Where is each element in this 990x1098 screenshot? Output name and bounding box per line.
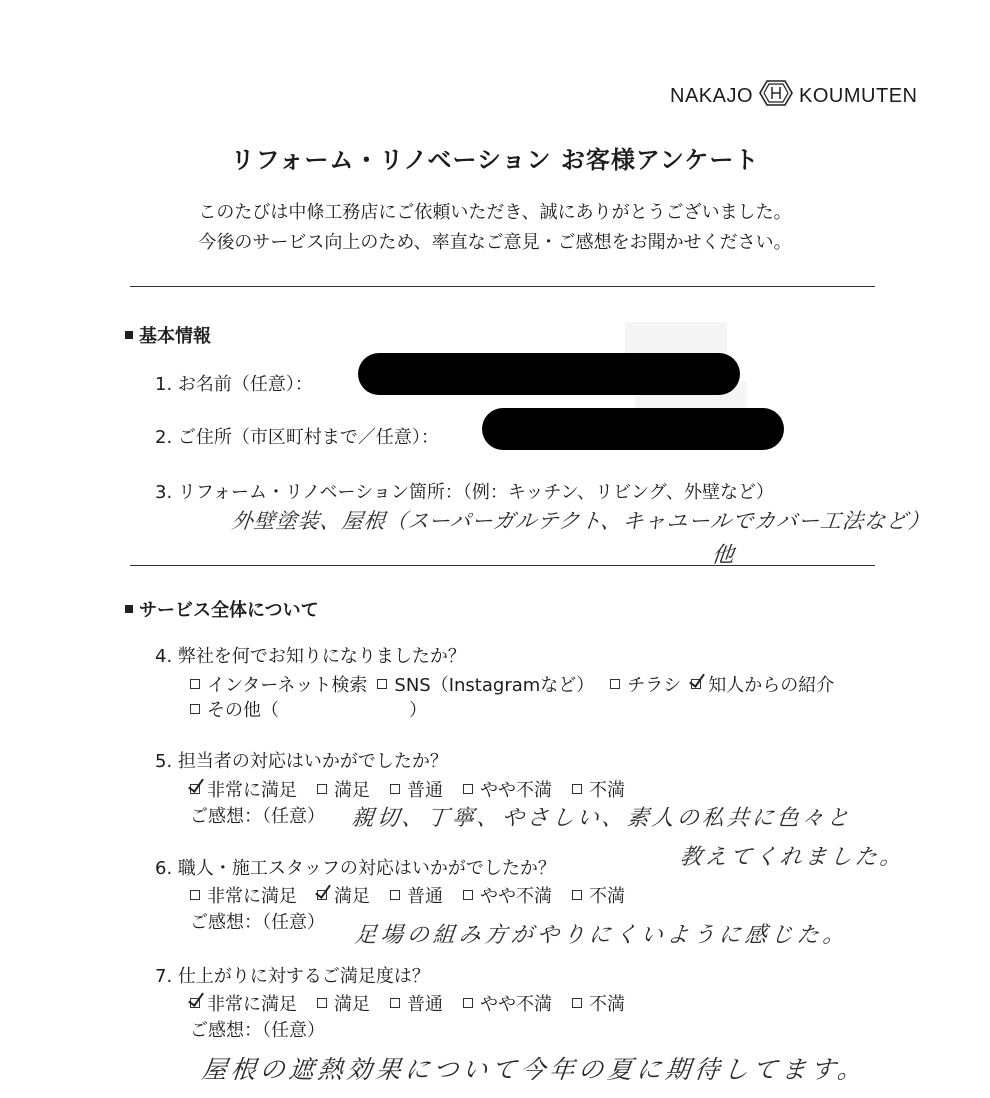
q5-rating-somewhat-dissatisfied[interactable]: やや不満 — [463, 776, 552, 802]
q6-rating-very-satisfied[interactable]: 非常に満足 — [190, 882, 297, 908]
q7-rating-somewhat-dissatisfied[interactable]: やや不満 — [463, 990, 552, 1016]
brand-logo — [670, 80, 917, 112]
intro-line-2: 今後のサービス向上のため、率直なご意見・ご感想をお聞かせください。 — [198, 232, 792, 253]
section-heading-basic — [125, 322, 211, 348]
q3-handwritten-answer-2: 他 — [710, 543, 740, 568]
section-service-label: サービス全体について — [139, 600, 319, 621]
q2-label: 2. ご住所（市区町村まで／任意）： — [155, 427, 439, 448]
square-bullet-icon — [125, 605, 133, 613]
q5-rating-very-satisfied[interactable]: 非常に満足 — [190, 776, 297, 802]
brand-right: KOUMUTEN — [799, 84, 918, 107]
q7-rating-neutral[interactable]: 普通 — [390, 990, 443, 1016]
checkbox[interactable] — [317, 998, 327, 1008]
q6-rating-somewhat-dissatisfied[interactable]: やや不満 — [463, 882, 552, 908]
hexagon-monogram-icon — [759, 80, 793, 112]
q3-label: 3. リフォーム・リノベーション箇所：（例：キッチン、リビング、外壁など） — [155, 482, 775, 503]
page-title: リフォーム・リノベーション お客様アンケート — [230, 146, 760, 174]
q1-label: 1. お名前（任意）： — [155, 374, 313, 395]
checkbox[interactable] — [572, 784, 582, 794]
checkbox[interactable] — [390, 998, 400, 1008]
checkbox[interactable] — [463, 998, 473, 1008]
q6-comment-label: ご感想：（任意） — [190, 912, 325, 933]
q7-rating-very-satisfied[interactable]: 非常に満足 — [190, 990, 297, 1016]
q5-rating-dissatisfied[interactable]: 不満 — [572, 776, 625, 802]
q5-rating-satisfied[interactable]: 満足 — [317, 776, 370, 802]
q4-label: 4. 弊社を何でお知りになりましたか？ — [155, 646, 466, 667]
q6-rating-neutral[interactable]: 普通 — [390, 882, 443, 908]
square-bullet-icon — [125, 331, 133, 339]
checkbox-checked[interactable] — [190, 998, 200, 1008]
q4-option-other[interactable]: その他（ ） — [190, 696, 427, 722]
checkbox[interactable] — [463, 784, 473, 794]
q5-label: 5. 担当者の対応はいかがでしたか？ — [155, 751, 448, 772]
checkbox[interactable] — [190, 679, 200, 689]
checkbox[interactable] — [390, 890, 400, 900]
checkbox[interactable] — [572, 890, 582, 900]
q6-label: 6. 職人・施工スタッフの対応はいかがでしたか？ — [155, 858, 556, 879]
section-basic-label: 基本情報 — [139, 326, 211, 347]
q4-option-sns[interactable]: SNS（Instagramなど） — [377, 671, 594, 697]
checkbox[interactable] — [190, 704, 200, 714]
q6-rating-satisfied[interactable]: 満足 — [317, 882, 370, 908]
q5-rating-options — [190, 776, 645, 802]
checkbox-checked[interactable] — [190, 784, 200, 794]
divider — [130, 565, 875, 566]
q6-rating-dissatisfied[interactable]: 不満 — [572, 882, 625, 908]
q5-handwritten-comment-2: 教えてくれました。 — [678, 845, 907, 870]
checkbox[interactable] — [377, 679, 387, 689]
q5-comment-label: ご感想：（任意） — [190, 806, 325, 827]
intro-line-1: このたびは中條工務店にご依頼いただき、誠にありがとうございました。 — [198, 202, 792, 223]
q7-rating-satisfied[interactable]: 満足 — [317, 990, 370, 1016]
q4-option-internet[interactable]: インターネット検索 — [190, 671, 367, 697]
checkbox[interactable] — [390, 784, 400, 794]
q7-rating-options — [190, 990, 645, 1016]
q4-options — [190, 671, 834, 697]
checkbox[interactable] — [463, 890, 473, 900]
q6-handwritten-comment: 足場の組み方がやりにくいように感じた。 — [353, 923, 851, 948]
q4-option-referral[interactable]: 知人からの紹介 — [691, 671, 834, 697]
q7-comment-label: ご感想：（任意） — [190, 1020, 325, 1041]
checkbox-checked[interactable] — [317, 890, 327, 900]
redaction-address — [482, 408, 784, 450]
q7-rating-dissatisfied[interactable]: 不満 — [572, 990, 625, 1016]
q5-rating-neutral[interactable]: 普通 — [390, 776, 443, 802]
section-heading-service — [125, 596, 319, 622]
q6-rating-options — [190, 882, 645, 908]
q3-handwritten-answer: 外壁塗装、屋根（スーパーガルテクト、キャユールでカバー工法など） — [230, 509, 932, 533]
redaction-name — [358, 353, 740, 395]
q7-handwritten-comment: 屋根の遮熱効果について今年の夏に期待してます。 — [200, 1055, 868, 1084]
divider — [130, 286, 875, 287]
q5-handwritten-comment: 親切、丁寧、やさしい、素人の私共に色々と — [350, 806, 854, 831]
checkbox[interactable] — [317, 784, 327, 794]
brand-left: NAKAJO — [670, 84, 754, 107]
q4-option-flyer[interactable]: チラシ — [610, 671, 681, 697]
checkbox[interactable] — [610, 679, 620, 689]
checkbox[interactable] — [190, 890, 200, 900]
q7-label: 7. 仕上がりに対するご満足度は？ — [155, 966, 430, 987]
checkbox-checked[interactable] — [691, 679, 701, 689]
checkbox[interactable] — [572, 998, 582, 1008]
